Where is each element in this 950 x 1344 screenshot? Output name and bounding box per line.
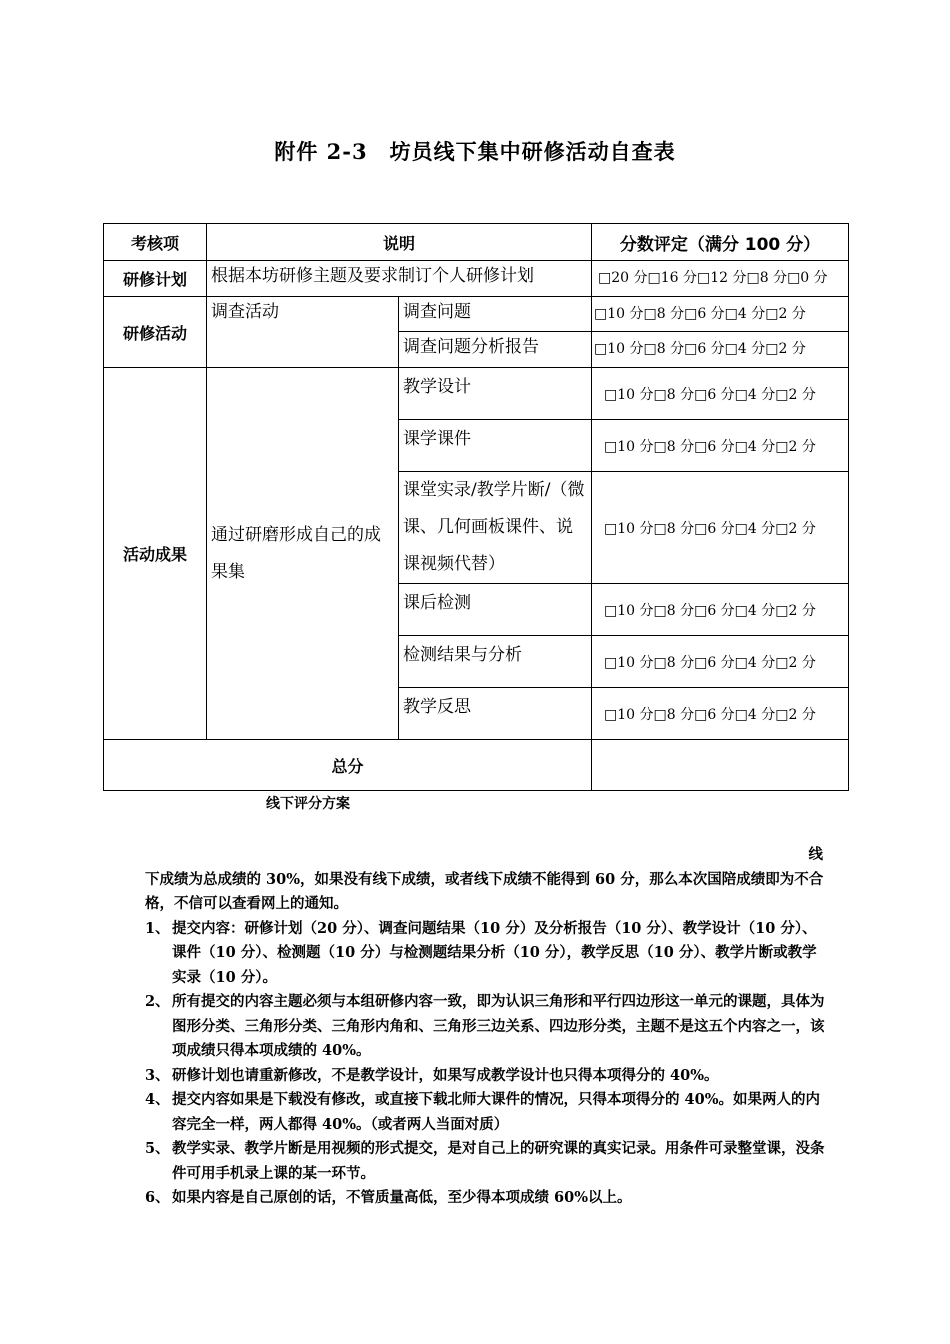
- self-check-table: [103, 223, 849, 791]
- result-score[interactable]: □10 分□8 分□6 分□4 分□2 分: [592, 368, 849, 420]
- result-score[interactable]: □10 分□8 分□6 分□4 分□2 分: [592, 636, 849, 688]
- list-item: [145, 917, 825, 991]
- header-desc: 说明: [207, 224, 592, 261]
- list-item-text: 研修计划也请重新修改，不是教学设计，如果写成教学设计也只得本项得分的 40%。: [172, 1066, 719, 1084]
- list-item-number: 1、: [145, 919, 170, 937]
- result-item: 检测结果与分析: [399, 636, 592, 688]
- list-item-number: 5、: [145, 1140, 170, 1157]
- result-score[interactable]: □10 分□8 分□6 分□4 分□2 分: [592, 420, 849, 472]
- category-plan: 研修计划: [104, 261, 207, 297]
- notes-lead: 下成绩为总成绩的 30%，如果没有线下成绩，或者线下成绩不能得到 60 分，那么本次国陪成绩即为不合格，不信可以查看网上的通知。: [145, 870, 824, 912]
- table-header-row: [104, 224, 849, 261]
- result-score[interactable]: □10 分□8 分□6 分□4 分□2 分: [592, 584, 849, 636]
- page-title: 附件 2-3 坊员线下集中研修活动自查表: [274, 139, 676, 164]
- list-item: [145, 1186, 825, 1211]
- list-item: [145, 1088, 825, 1137]
- scoring-notes: [145, 843, 825, 1211]
- total-score[interactable]: [592, 740, 849, 791]
- list-item: [145, 990, 825, 1064]
- list-item: [145, 1137, 825, 1186]
- table-row-total: [104, 740, 849, 791]
- header-item: 考核项: [104, 224, 207, 261]
- result-item: 课学课件: [399, 420, 592, 472]
- result-item: 课后检测: [399, 584, 592, 636]
- table-row-activity: [104, 297, 849, 332]
- plan-desc: 根据本坊研修主题及要求制订个人研修计划: [207, 261, 592, 297]
- list-item-number: 6、: [145, 1189, 170, 1206]
- list-item-number: 2、: [145, 993, 170, 1010]
- activity-item: 调查问题分析报告: [399, 332, 592, 368]
- table-row-result: [104, 368, 849, 420]
- result-item: 教学反思: [399, 688, 592, 740]
- list-item-text: 所有提交的内容主题必须与本组研修内容一致，即为认识三角形和平行四边形这一单元的课题，具体为图形分类、三角形分类、三角形内角和、三角形三边关系、四边形分类，主题不是这五个内容之一，该项成绩只得本项成绩的 40%。: [172, 993, 825, 1059]
- activity-desc: 调查活动: [207, 297, 399, 368]
- header-score: 分数评定（满分 100 分）: [592, 224, 849, 261]
- result-item: 课堂实录/教学片断/（微课、几何画板课件、说课视频代替）: [399, 472, 592, 584]
- category-activity: 研修活动: [104, 297, 207, 368]
- list-item-text: 教学实录、教学片断是用视频的形式提交，是对自己上的研究课的真实记录。用条件可录整堂课，没条件可用手机录上课的某一环节。: [172, 1140, 825, 1182]
- result-item: 教学设计: [399, 368, 592, 420]
- list-item-number: 3、: [145, 1066, 170, 1084]
- plan-score[interactable]: □20 分□16 分□12 分□8 分□0 分: [592, 261, 849, 297]
- notes-lead-end: 线: [808, 846, 823, 863]
- list-item: [145, 1064, 825, 1089]
- category-results: 活动成果: [104, 368, 207, 740]
- table-row-plan: [104, 261, 849, 297]
- list-item-text: 如果内容是自己原创的话，不管质量高低，至少得本项成绩 60%以上。: [172, 1189, 632, 1206]
- result-score[interactable]: □10 分□8 分□6 分□4 分□2 分: [592, 472, 849, 584]
- list-item-text: 提交内容如果是下载没有修改，或直接下载北师大课件的情况，只得本项得分的 40%。如果两人的内容完全一样，两人都得 40%。（或者两人当面对质）: [172, 1091, 821, 1133]
- list-item-number: 4、: [145, 1091, 170, 1108]
- result-score[interactable]: □10 分□8 分□6 分□4 分□2 分: [592, 688, 849, 740]
- activity-score[interactable]: □10 分□8 分□6 分□4 分□2 分: [592, 332, 849, 368]
- list-item-text: 提交内容：研修计划（20 分）、调查问题结果（10 分）及分析报告（10 分）、教学设计（10 分）、课件（10 分）、检测题（10 分）与检测题结果分析（10 分），教学反思（10 分）、教学片断或教学实录（10 分）。: [172, 919, 817, 986]
- activity-item: 调查问题: [399, 297, 592, 332]
- results-desc: 通过研磨形成自己的成果集: [207, 368, 399, 740]
- activity-score[interactable]: □10 分□8 分□6 分□4 分□2 分: [592, 297, 849, 332]
- scoring-subtitle: 线下评分方案: [266, 796, 350, 812]
- total-label: 总分: [104, 740, 592, 791]
